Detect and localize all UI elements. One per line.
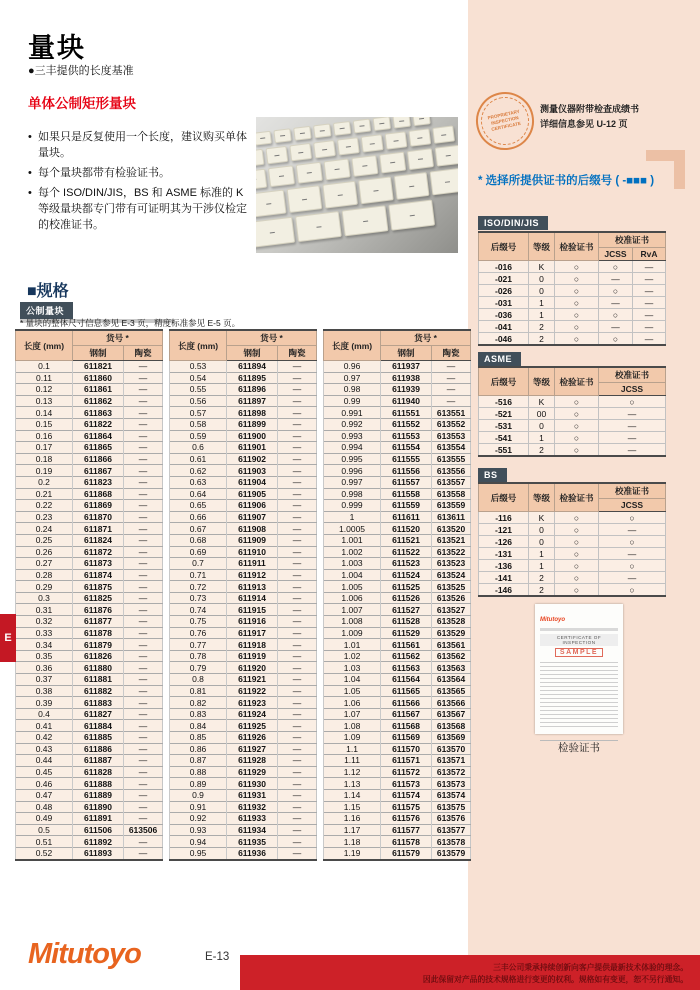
table-row: 1.18 611578 613578 bbox=[324, 836, 471, 848]
table-row: -146 2 ○ ○ bbox=[479, 584, 666, 597]
table-row: 0.44 611887 — bbox=[16, 755, 163, 767]
spec-table-1 bbox=[15, 329, 163, 861]
table-row: 0.995 611555 613555 bbox=[324, 453, 471, 465]
table-row: 1.08 611568 613568 bbox=[324, 720, 471, 732]
spec-table: 长度 (mm) 货号 * 钢制 陶瓷 0.1 611821 — 0.11 611860 — 0.12 611861 — 0.13 611862 — 0.14 611863 — 0.15 611822 — 0.16 611864 — 0.17 611865 — 0.18 611866 — 0.19 611867 — 0.2 611823 — 0.21 611868 — 0.22 611869 — 0.23 611870 — 0.24 611871 — 0.25 611824 — 0.26 611872 — 0.27 611873 — 0.28 611874 — 0.29 611875 — 0.3 611825 — 0.31 611876 — 0.32 611877 — 0.33 611878 — 0.34 611879 — 0.35 611826 — 0.36 611880 — 0.37 611881 — 0.38 611882 — 0.39 611883 — 0.4 611827 — 0.41 611884 — 0.42 611885 — 0.43 611886 — 0.44 611887 — 0.45 611828 — 0.46 611888 — 0.47 611889 — 0.48 611890 — 0.49 611891 — 0.5 611506 613506 0.51 611892 — 0.52 611893 — bbox=[15, 329, 163, 861]
spec-table-3 bbox=[323, 329, 471, 861]
table-row: 0.39 611883 — bbox=[16, 697, 163, 709]
table-row: 0.51 611892 — bbox=[16, 836, 163, 848]
table-row: 0.77 611918 — bbox=[170, 639, 317, 651]
product-photo bbox=[256, 117, 458, 253]
table-row: 0.993 611553 613553 bbox=[324, 430, 471, 442]
table-row: -551 2 ○ — bbox=[479, 444, 666, 457]
spec-note: * 量块的整体尺寸信息参见 E-3 页，精度标准参见 E-5 页。 bbox=[20, 318, 241, 328]
table-row: 0.21 611868 — bbox=[16, 488, 163, 500]
table-row: 0.54 611895 — bbox=[170, 372, 317, 384]
table-row: 1.01 611561 613561 bbox=[324, 639, 471, 651]
table-row: -131 1 ○ — bbox=[479, 548, 666, 560]
table-row: 0.37 611881 — bbox=[16, 674, 163, 686]
table-row: 0.28 611874 — bbox=[16, 569, 163, 581]
table-row: -116 K ○ ○ bbox=[479, 512, 666, 524]
table-row: 0.59 611900 — bbox=[170, 430, 317, 442]
table-row: 0.43 611886 — bbox=[16, 743, 163, 755]
table-row: 0.2 611823 — bbox=[16, 476, 163, 488]
feature-item: • 每个量块都带有检验证书。 bbox=[28, 166, 256, 182]
table-row: 0.49 611891 — bbox=[16, 813, 163, 825]
table-row: 0.24 611871 — bbox=[16, 523, 163, 535]
gauge-block bbox=[287, 185, 323, 213]
table-row: 0.14 611863 — bbox=[16, 407, 163, 419]
table-row: 0.74 611915 — bbox=[170, 604, 317, 616]
table-row: 0.58 611899 — bbox=[170, 418, 317, 430]
table-row: 0.9 611931 — bbox=[170, 789, 317, 801]
table-row: -016 K ○ ○ — bbox=[479, 261, 666, 273]
gauge-block bbox=[313, 123, 331, 138]
table-row: -136 1 ○ ○ bbox=[479, 560, 666, 572]
gauge-block bbox=[412, 117, 430, 126]
table-row: 0.61 611902 — bbox=[170, 453, 317, 465]
table-row: -521 00 ○ — bbox=[479, 408, 666, 420]
certificate-brand: Mitutoyo bbox=[540, 617, 565, 623]
table-row: 0.99 611940 — bbox=[324, 395, 471, 407]
table-row: 0.68 611909 — bbox=[170, 534, 317, 546]
spec-table: 长度 (mm) 货号 * 钢制 陶瓷 0.96 611937 — 0.97 611938 — 0.98 611939 — 0.99 611940 — 0.991 611551 613551 0.992 611552 613552 0.993 611553 613553 0.994 611554 613554 0.995 611555 613555 0.996 611556 613556 0.997 611557 613557 0.998 611558 613558 0.999 611559 613559 1 611611 613611 1.0005 611520 613520 1.001 611521 613521 1.002 611522 613522 1.003 611523 613523 1.004 611524 613524 1.005 611525 613525 1.006 611526 613526 1.007 611527 613527 1.008 611528 613528 1.009 611529 613529 1.01 611561 613561 1.02 611562 613562 1.03 611563 613563 1.04 611564 613564 1.05 611565 613565 1.06 611566 613566 1.07 611567 613567 1.08 611568 613568 1.09 611569 613569 1.1 611570 613570 1.11 611571 613571 1.12 611572 613572 1.13 611573 613573 1.14 611574 613574 1.15 611575 613575 1.16 611576 613576 1.17 611577 613577 1.18 611578 613578 1.19 611579 613579 bbox=[323, 329, 471, 861]
table-row: 0.95 611936 — bbox=[170, 847, 317, 859]
table-row: 0.67 611908 — bbox=[170, 523, 317, 535]
table-row: 0.63 611904 — bbox=[170, 476, 317, 488]
table-row: 0.86 611927 — bbox=[170, 743, 317, 755]
table-row: 0.71 611912 — bbox=[170, 569, 317, 581]
gauge-block bbox=[388, 200, 435, 231]
gauge-block bbox=[256, 149, 264, 167]
table-row: 0.27 611873 — bbox=[16, 558, 163, 570]
gauge-block bbox=[295, 211, 342, 242]
table-row: 0.56 611897 — bbox=[170, 395, 317, 407]
stamp-note-line1: 测量仪器附带检查成绩书 bbox=[540, 104, 640, 114]
table-row: 1.07 611567 613567 bbox=[324, 708, 471, 720]
footer-line1: 三丰公司秉承持续创新向客户提供最新技术体验的理念。 bbox=[493, 963, 688, 972]
gauge-block bbox=[337, 137, 360, 155]
table-row: 1.002 611522 613522 bbox=[324, 546, 471, 558]
gauge-block bbox=[432, 125, 455, 143]
footer-line2: 因此保留对产品的技术规格进行变更的权利。规格如有变更，恕不另行通知。 bbox=[422, 975, 688, 985]
table-row: 1.03 611563 613563 bbox=[324, 662, 471, 674]
table-row: 0.17 611865 — bbox=[16, 442, 163, 454]
gauge-block bbox=[351, 155, 378, 177]
table-row: 0.46 611888 — bbox=[16, 778, 163, 790]
table-row: 1.15 611575 613575 bbox=[324, 801, 471, 813]
gauge-block bbox=[430, 168, 458, 196]
gauge-block bbox=[273, 128, 291, 143]
table-row: 0.97 611938 — bbox=[324, 372, 471, 384]
table-row: 0.38 611882 — bbox=[16, 685, 163, 697]
table-row: 1.04 611564 613564 bbox=[324, 674, 471, 686]
table-row: -021 0 ○ — — bbox=[479, 273, 666, 285]
certificate-table: 后缀号 等级 检验证书 校准证书 JCSS -516 K ○ ○ -521 00 ○ — -531 0 ○ — -541 1 ○ — -551 2 ○ — bbox=[478, 366, 666, 457]
table-row: 0.73 611914 — bbox=[170, 592, 317, 604]
gauge-block bbox=[353, 119, 371, 134]
table-row: 0.15 611822 — bbox=[16, 418, 163, 430]
table-row: 0.999 611559 613559 bbox=[324, 500, 471, 512]
table-row: 0.31 611876 — bbox=[16, 604, 163, 616]
gauge-block bbox=[256, 190, 287, 218]
table-row: 1.16 611576 613576 bbox=[324, 813, 471, 825]
table-row: 0.53 611894 — bbox=[170, 361, 317, 373]
table-row: 0.33 611878 — bbox=[16, 627, 163, 639]
gauge-block bbox=[289, 143, 312, 161]
feature-list bbox=[28, 130, 256, 238]
gauge-block bbox=[324, 158, 351, 180]
table-row: 0.992 611552 613552 bbox=[324, 418, 471, 430]
table-row: 0.89 611930 — bbox=[170, 778, 317, 790]
table-row: 1.003 611523 613523 bbox=[324, 558, 471, 570]
table-row: 0.81 611922 — bbox=[170, 685, 317, 697]
feature-item: • 如果只是反复使用一个长度，建议购买单体量块。 bbox=[28, 130, 256, 162]
table-row: 0.1 611821 — bbox=[16, 361, 163, 373]
gauge-block bbox=[322, 181, 358, 209]
suffix-heading: * 选择所提供证书的后缀号 ( -■■■ ) bbox=[478, 175, 655, 187]
table-row: 0.22 611869 — bbox=[16, 500, 163, 512]
gauge-block bbox=[394, 172, 430, 200]
table-row: 1.0005 611520 613520 bbox=[324, 523, 471, 535]
footer-banner bbox=[240, 955, 700, 990]
table-row: 0.88 611929 — bbox=[170, 766, 317, 778]
table-row: 0.82 611923 — bbox=[170, 697, 317, 709]
spec-tables bbox=[15, 329, 471, 861]
certificate-body-lines bbox=[540, 659, 618, 729]
iso-din-jis-tab-label: ISO/DIN/JIS bbox=[478, 216, 548, 230]
table-row: 1.02 611562 613562 bbox=[324, 650, 471, 662]
table-row: 0.29 611875 — bbox=[16, 581, 163, 593]
table-row: 0.35 611826 — bbox=[16, 650, 163, 662]
gauge-block bbox=[296, 162, 323, 184]
table-row: 0.19 611867 — bbox=[16, 465, 163, 477]
gauge-block bbox=[435, 145, 458, 167]
table-row: 0.32 611877 — bbox=[16, 616, 163, 628]
table-row: 1.09 611569 613569 bbox=[324, 732, 471, 744]
table-row: 0.994 611554 613554 bbox=[324, 442, 471, 454]
table-row: 0.26 611872 — bbox=[16, 546, 163, 558]
table-row: 0.85 611926 — bbox=[170, 732, 317, 744]
table-row: 0.87 611928 — bbox=[170, 755, 317, 767]
spec-heading: ■规格 bbox=[27, 283, 69, 300]
gauge-block bbox=[407, 148, 434, 170]
table-row: 0.34 611879 — bbox=[16, 639, 163, 651]
table-row: 0.42 611885 — bbox=[16, 732, 163, 744]
table-row: 0.16 611864 — bbox=[16, 430, 163, 442]
table-row: 0.4 611827 — bbox=[16, 708, 163, 720]
table-row: 0.62 611903 — bbox=[170, 465, 317, 477]
table-row: 0.55 611896 — bbox=[170, 384, 317, 396]
table-row: 1.05 611565 613565 bbox=[324, 685, 471, 697]
gauge-block bbox=[256, 131, 272, 146]
certificate-caption: 检验证书 bbox=[558, 742, 600, 754]
table-row: 0.91 611932 — bbox=[170, 801, 317, 813]
table-row: -516 K ○ ○ bbox=[479, 396, 666, 408]
table-row: 1.14 611574 613574 bbox=[324, 789, 471, 801]
mitutoyo-logo: Mitutoyo bbox=[28, 938, 141, 970]
table-row: -141 2 ○ — bbox=[479, 572, 666, 584]
table-row: 0.8 611921 — bbox=[170, 674, 317, 686]
table-row: 0.52 611893 — bbox=[16, 847, 163, 859]
gauge-block bbox=[342, 205, 389, 236]
table-row: 0.998 611558 613558 bbox=[324, 488, 471, 500]
table-row: 1.06 611566 613566 bbox=[324, 697, 471, 709]
asme-tab-label: ASME bbox=[478, 352, 521, 366]
table-row: 1.004 611524 613524 bbox=[324, 569, 471, 581]
table-row: 0.65 611906 — bbox=[170, 500, 317, 512]
table-row: 1.005 611525 613525 bbox=[324, 581, 471, 593]
table-row: 0.6 611901 — bbox=[170, 442, 317, 454]
gauge-block bbox=[358, 176, 394, 204]
proprietary-inspection-certificate-stamp-icon bbox=[471, 87, 540, 156]
page-number: E-13 bbox=[205, 951, 230, 963]
page-subtitle: ●三丰提供的长度基准 bbox=[28, 65, 134, 77]
spec-table-2 bbox=[169, 329, 317, 861]
table-row: 0.25 611824 — bbox=[16, 534, 163, 546]
gauge-block bbox=[256, 217, 295, 248]
table-row: 0.47 611889 — bbox=[16, 789, 163, 801]
table-row: 1.11 611571 613571 bbox=[324, 755, 471, 767]
table-row: -041 2 ○ — — bbox=[479, 321, 666, 333]
certificate-header-line bbox=[540, 628, 618, 631]
table-row: 0.997 611557 613557 bbox=[324, 476, 471, 488]
table-row: 1.001 611521 613521 bbox=[324, 534, 471, 546]
table-row: 0.84 611925 — bbox=[170, 720, 317, 732]
gauge-block bbox=[385, 131, 408, 149]
feature-item: • 每个 ISO/DIN/JIS，BS 和 ASME 标准的 K 等级量块都专门带有可证明其为干涉仪检定的校准证书。 bbox=[28, 186, 256, 234]
stamp-note bbox=[540, 102, 639, 133]
table-row: 0.76 611917 — bbox=[170, 627, 317, 639]
gauge-blocks-illustration bbox=[256, 117, 458, 252]
table-row: -126 0 ○ ○ bbox=[479, 536, 666, 548]
table-row: 0.36 611880 — bbox=[16, 662, 163, 674]
table-row: 0.7 611911 — bbox=[170, 558, 317, 570]
table-row: 1.009 611529 613529 bbox=[324, 627, 471, 639]
table-row: 0.83 611924 — bbox=[170, 708, 317, 720]
gauge-block bbox=[266, 146, 289, 164]
section-index-tab: E bbox=[0, 614, 16, 662]
table-row: 1.1 611570 613570 bbox=[324, 743, 471, 755]
table-row: -036 1 ○ ○ — bbox=[479, 309, 666, 321]
sidebar-panel bbox=[468, 0, 700, 955]
gauge-block bbox=[361, 134, 384, 152]
table-row: 0.96 611937 — bbox=[324, 361, 471, 373]
certificate-sample-image bbox=[535, 604, 623, 734]
table-row: 0.93 611934 — bbox=[170, 824, 317, 836]
gauge-block bbox=[379, 152, 406, 174]
stamp-text: PROPRIETARY INSPECTION CERTIFICATE bbox=[477, 93, 534, 150]
gauge-block bbox=[408, 128, 431, 146]
table-row: 0.48 611890 — bbox=[16, 801, 163, 813]
table-row: 0.3 611825 — bbox=[16, 592, 163, 604]
table-row: -531 0 ○ — bbox=[479, 420, 666, 432]
bs-tab-label: BS bbox=[478, 468, 507, 482]
section-heading: 单体公制矩形量块 bbox=[28, 96, 136, 111]
certificate-table: 后缀号 等级 检验证书 校准证书 JCSS RvA -016 K ○ ○ — -021 0 ○ — — -026 0 ○ ○ — -031 1 ○ — — -036 1 ○ ○ — -041 2 ○ — — -046 2 ○ ○ — bbox=[478, 231, 666, 346]
gauge-block bbox=[373, 117, 391, 131]
certificate-table: 后缀号 等级 检验证书 校准证书 JCSS -116 K ○ ○ -121 0 ○ — -126 0 ○ ○ -131 1 ○ — -136 1 ○ ○ -141 2 ○ — -146 2 ○ ○ bbox=[478, 482, 666, 597]
gauge-block bbox=[293, 126, 311, 141]
metric-blocks-tab-label: 公制量块 bbox=[20, 302, 73, 319]
table-row: 0.45 611828 — bbox=[16, 766, 163, 778]
table-row: 0.92 611933 — bbox=[170, 813, 317, 825]
table-row: 0.13 611862 — bbox=[16, 395, 163, 407]
gauge-block bbox=[313, 140, 336, 158]
table-row: -541 1 ○ — bbox=[479, 432, 666, 444]
table-row: 0.991 611551 613551 bbox=[324, 407, 471, 419]
table-row: 1.007 611527 613527 bbox=[324, 604, 471, 616]
table-row: 1.006 611526 613526 bbox=[324, 592, 471, 604]
table-row: 0.66 611907 — bbox=[170, 511, 317, 523]
table-row: -046 2 ○ ○ — bbox=[479, 333, 666, 346]
table-row: 0.18 611866 — bbox=[16, 453, 163, 465]
gauge-block bbox=[333, 121, 351, 136]
table-row: 0.75 611916 — bbox=[170, 616, 317, 628]
table-row: 0.41 611884 — bbox=[16, 720, 163, 732]
table-row: 0.5 611506 613506 bbox=[16, 824, 163, 836]
table-row: -026 0 ○ ○ — bbox=[479, 285, 666, 297]
stamp-note-line2: 详细信息参见 U-12 页 bbox=[540, 119, 628, 130]
gauge-block bbox=[392, 117, 410, 129]
page-title: 量块 bbox=[28, 33, 86, 63]
certificate-title: CERTIFICATE OF INSPECTION bbox=[540, 634, 618, 646]
gauge-block bbox=[268, 165, 295, 187]
table-row: 0.23 611870 — bbox=[16, 511, 163, 523]
table-row: -031 1 ○ — — bbox=[479, 297, 666, 309]
table-row: 0.69 611910 — bbox=[170, 546, 317, 558]
table-row: 0.98 611939 — bbox=[324, 384, 471, 396]
table-row: 1.13 611573 613573 bbox=[324, 778, 471, 790]
table-row: 0.64 611905 — bbox=[170, 488, 317, 500]
table-row: 1.17 611577 613577 bbox=[324, 824, 471, 836]
table-row: 0.94 611935 — bbox=[170, 836, 317, 848]
table-row: 0.12 611861 — bbox=[16, 384, 163, 396]
table-row: 1.008 611528 613528 bbox=[324, 616, 471, 628]
table-row: 1.12 611572 613572 bbox=[324, 766, 471, 778]
table-row: 0.79 611920 — bbox=[170, 662, 317, 674]
table-row: 0.78 611919 — bbox=[170, 650, 317, 662]
table-row: -121 0 ○ — bbox=[479, 524, 666, 536]
spec-table: 长度 (mm) 货号 * 钢制 陶瓷 0.53 611894 — 0.54 611895 — 0.55 611896 — 0.56 611897 — 0.57 611898 — 0.58 611899 — 0.59 611900 — 0.6 611901 — 0.61 611902 — 0.62 611903 — 0.63 611904 — 0.64 611905 — 0.65 611906 — 0.66 611907 — 0.67 611908 — 0.68 611909 — 0.69 611910 — 0.7 611911 — 0.71 611912 — 0.72 611913 — 0.73 611914 — 0.74 611915 — 0.75 611916 — 0.76 611917 — 0.77 611918 — 0.78 611919 — 0.79 611920 — 0.8 611921 — 0.81 611922 — 0.82 611923 — 0.83 611924 — 0.84 611925 — 0.85 611926 — 0.86 611927 — 0.87 611928 — 0.88 611929 — 0.89 611930 — 0.9 611931 — 0.91 611932 — 0.92 611933 — 0.93 611934 — 0.94 611935 — 0.95 611936 — bbox=[169, 329, 317, 861]
table-row: 0.996 611556 613556 bbox=[324, 465, 471, 477]
certificate-sample-stamp: SAMPLE bbox=[555, 648, 603, 657]
table-row: 0.72 611913 — bbox=[170, 581, 317, 593]
table-row: 0.11 611860 — bbox=[16, 372, 163, 384]
table-row: 1.19 611579 613579 bbox=[324, 847, 471, 859]
table-row: 0.57 611898 — bbox=[170, 407, 317, 419]
table-row: 1 611611 613611 bbox=[324, 511, 471, 523]
gauge-block bbox=[256, 169, 267, 191]
